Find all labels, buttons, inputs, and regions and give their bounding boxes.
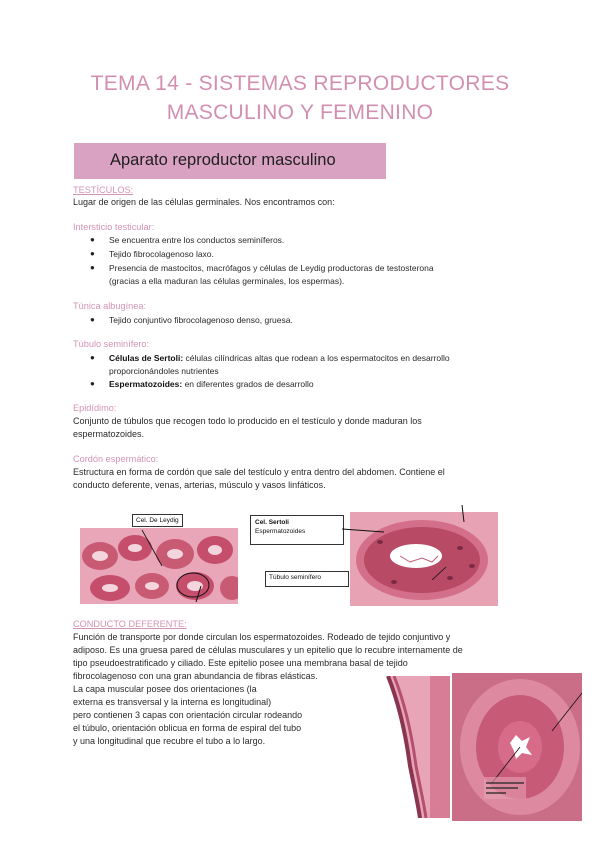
deferente-line-3: tipo pseudoestratificado y ciliado. Este epitelio posee una membrana basal de tejido xyxy=(73,658,408,668)
intersticio-item-1: Se encuentra entre los conductos seminíferos. xyxy=(109,235,285,245)
page-title-line-2: MASCULINO Y FEMENINO xyxy=(166,101,434,124)
deferente-line-6: externa es transversal y la interna es longitudinal) xyxy=(73,697,272,707)
testiculos-text: Lugar de origen de las células germinales. Nos encontramos con: xyxy=(73,197,335,207)
tubulo-esperm xyxy=(109,378,314,391)
cordon-heading: Cordón espermático: xyxy=(73,454,159,464)
duct-cross-section-svg xyxy=(452,673,582,821)
deferente-line-1: Función de transporte por donde circulan los espermatozoides. Rodeado de tejido conjuntivo y xyxy=(73,632,451,642)
cordon-line-2: conducto deferente, venas, arterias, músculo y vasos linfáticos. xyxy=(73,480,326,490)
tunica-item-1: Tejido conjuntivo fibrocolagenoso denso, gruesa. xyxy=(109,315,293,325)
section-banner xyxy=(74,143,386,179)
deferente-heading: CONDUCTO DEFERENTE: xyxy=(73,619,187,629)
deferente-line-2: adiposo. Es una gruesa pared de células musculares y un epitelio que lo recubre internamente de xyxy=(73,645,463,655)
epididimo-line-2: espermatozoides. xyxy=(73,429,145,439)
intersticio-item-3: Presencia de mastocitos, macrófagos y células de Leydig productoras de testosterona xyxy=(109,263,434,273)
bullet-dot: ● xyxy=(90,379,95,388)
espermatozoides-label: Espermatozoides xyxy=(255,528,306,535)
duct-wall-svg xyxy=(350,676,450,818)
deferente-line-8: el túbulo, orientación oblicua en forma de espiral del tubo xyxy=(73,723,302,733)
bullet-dot: ● xyxy=(90,249,95,258)
epididimo-heading: Epidídimo: xyxy=(73,403,117,413)
arrow-marker xyxy=(191,586,203,604)
sertoli-bold: Células de Sertoli: xyxy=(109,353,184,363)
deferente-line-4: fibrocolagenoso con una gran abundancia de fibras elásticas. xyxy=(73,671,318,681)
esperm-bold: Espermatozoides: xyxy=(109,379,183,389)
section-banner-text: Aparato reproductor masculino xyxy=(110,151,336,169)
sertoli-label: Cel. Sertoli xyxy=(255,519,289,526)
cordon-line-1: Estructura en forma de cordón que sale del testículo y entra dentro del abdomen. Contiene el xyxy=(73,467,445,477)
bullet-dot: ● xyxy=(90,235,95,244)
deferent-duct-wall-image xyxy=(350,676,450,818)
deferente-line-9: y una longitudinal que recubre el tubo a lo largo. xyxy=(73,736,266,746)
tubulo-sertoli xyxy=(109,352,450,365)
intersticio-item-2: Tejido fibrocolagenoso laxo. xyxy=(109,249,214,259)
page-title-line-1: TEMA 14 - SISTEMAS REPRODUCTORES xyxy=(90,72,510,95)
tubulo-heading: Túbulo seminífero: xyxy=(73,339,150,349)
esperm-text: en diferentes grados de desarrollo xyxy=(182,379,314,389)
tubulo-label: Túbulo seminífero xyxy=(265,571,349,587)
bullet-dot: ● xyxy=(90,315,95,324)
tunica-heading: Túnica albugínea: xyxy=(73,301,147,311)
tubule-pointer-lines xyxy=(334,500,504,580)
sertoli-label-box xyxy=(250,515,344,545)
bullet-dot: ● xyxy=(90,263,95,272)
sertoli-text: células cilíndricas altas que rodean a los espermatocitos en desarrollo xyxy=(183,353,450,363)
leydig-histology-image xyxy=(80,508,238,604)
deferente-line-5: La capa muscular posee dos orientaciones (la xyxy=(73,684,257,694)
testiculos-heading: TESTÍCULOS: xyxy=(73,185,134,195)
intersticio-heading: Intersticio testicular: xyxy=(73,222,155,232)
bullet-dot: ● xyxy=(90,353,95,362)
leydig-label: Cel. De Leydig xyxy=(132,514,183,527)
deferent-duct-cross-section-image xyxy=(452,673,582,821)
epididimo-line-1: Conjunto de túbulos que recogen todo lo producido en el testículo y donde maduran los xyxy=(73,416,422,426)
intersticio-item-3-cont: (gracias a ella maduran las células germinales, los espermas). xyxy=(109,276,345,286)
tubulo-sertoli-cont: proporcionándoles nutrientes xyxy=(109,366,219,376)
deferente-line-7: pero contienen 3 capas con orientación circular rodeando xyxy=(73,710,303,720)
